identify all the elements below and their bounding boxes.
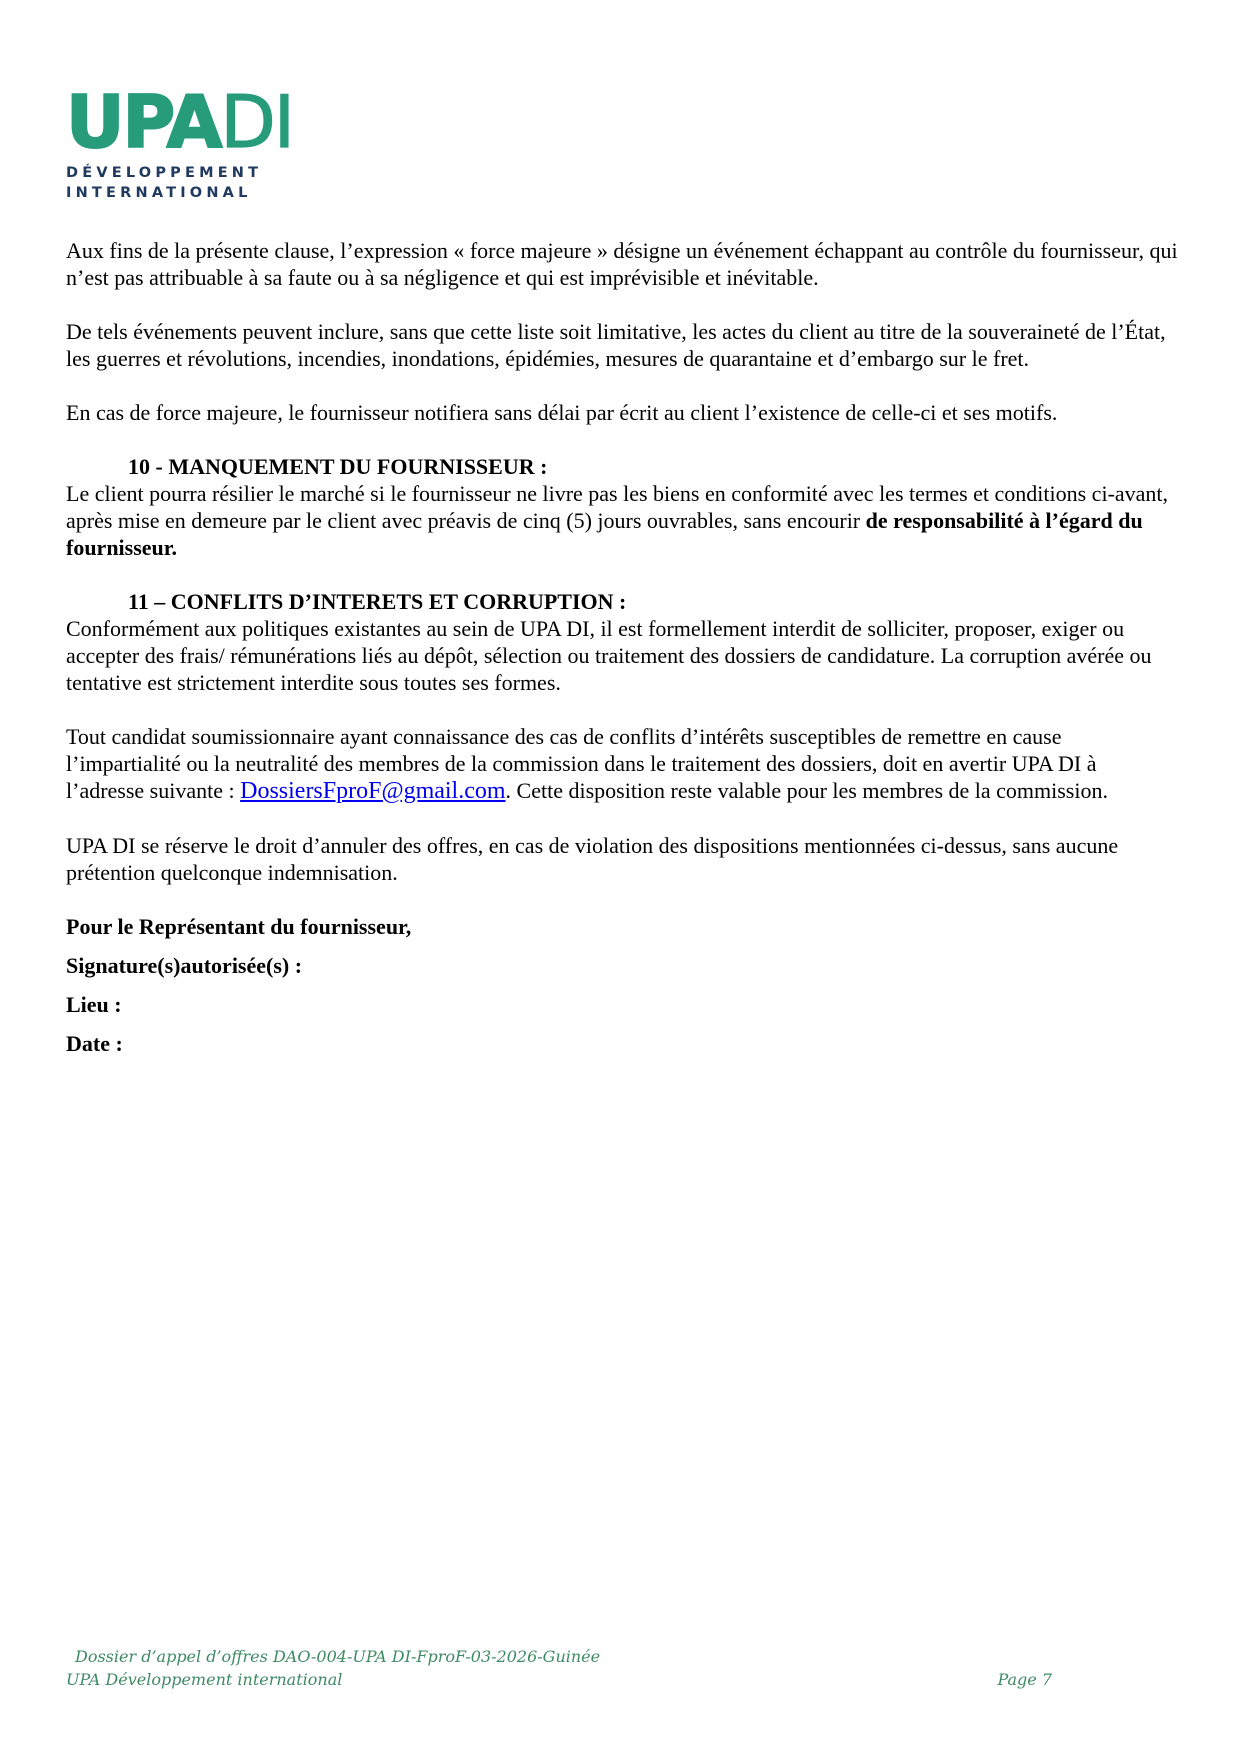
section-11-heading: 11 – CONFLITS D’INTERETS ET CORRUPTION : bbox=[128, 589, 627, 614]
section-10-text: Le client pourra résilier le marché si le fournisseur ne livre pas les biens en conformité avec les termes et conditions ci-avant, après mise en demeure par le client avec préavis de cinq (5) jours ouvrables, sans encourir bbox=[66, 481, 1169, 533]
conflict-text-after-email: . Cette disposition reste valable pour les membres de la commission. bbox=[505, 778, 1108, 803]
logo-wordmark bbox=[66, 80, 1179, 164]
contact-email-link[interactable]: DossiersFproF@gmail.com bbox=[240, 778, 506, 804]
conflict-text-before-email: Tout candidat soumissionnaire ayant connaissance des cas de conflits d’intérêts susceptibles de remettre en cause l’impartialité ou la neutralité des membres de la commission dans le traitement des dossiers, doit en avertir UPA DI à l’adresse suivante : bbox=[66, 724, 1097, 803]
paragraph-force-majeure-definition: Aux fins de la présente clause, l’expression « force majeure » désigne un événement échappant au contrôle du fournisseur, qui n’est pas attribuable à sa faute ou à sa négligence et qui est imprévisible et inévitable. bbox=[66, 238, 1178, 290]
page-footer bbox=[66, 1645, 1179, 1691]
logo-tagline-line1: DÉVELOPPEMENT bbox=[66, 165, 263, 181]
upadi-logo bbox=[66, 80, 1179, 203]
signature-date-label: Date : bbox=[66, 1031, 123, 1056]
paragraph-section-10 bbox=[66, 480, 1179, 561]
footer-dossier-reference: Dossier d’appel d’offres DAO-004-UPA DI-FproF-03-2026-Guinée bbox=[75, 1647, 601, 1666]
signature-representative-label: Pour le Représentant du fournisseur, bbox=[66, 914, 412, 939]
signature-place-label: Lieu : bbox=[66, 992, 122, 1017]
paragraph-conflict-of-interest bbox=[66, 723, 1179, 805]
document-body bbox=[66, 237, 1179, 1057]
logo-wordmark-upa: UPA bbox=[66, 80, 221, 164]
paragraph-force-majeure-events: De tels événements peuvent inclure, sans que cette liste soit limitative, les actes du client au titre de la souveraineté de l’État, les guerres et révolutions, incendies, inondations, épidémies, mesures de quarantaine et d’embargo sur le fret. bbox=[66, 319, 1166, 371]
logo-tagline bbox=[66, 163, 1179, 203]
section-10-heading: 10 - MANQUEMENT DU FOURNISSEUR : bbox=[128, 454, 548, 479]
paragraph-offer-cancellation: UPA DI se réserve le droit d’annuler des offres, en cas de violation des dispositions mentionnées ci-dessus, sans aucune prétention quelconque indemnisation. bbox=[66, 833, 1119, 885]
paragraph-force-majeure-notification: En cas de force majeure, le fournisseur notifiera sans délai par écrit au client l’existence de celle-ci et ses motifs. bbox=[66, 400, 1058, 425]
section-10-text-bold: de responsabilité à l’égard du fournisseur. bbox=[66, 508, 1143, 560]
footer-page-number: Page 7 bbox=[997, 1670, 1052, 1689]
logo-tagline-line2: INTERNATIONAL bbox=[66, 185, 252, 201]
footer-organization: UPA Développement international bbox=[66, 1670, 343, 1689]
signature-authorized-label: Signature(s)autorisée(s) : bbox=[66, 953, 303, 978]
logo-wordmark-di: DI bbox=[220, 80, 294, 164]
paragraph-anticorruption-policy: Conformément aux politiques existantes au sein de UPA DI, il est formellement interdit de solliciter, proposer, exiger ou accepter des frais/ rémunérations liés au dépôt, sélection ou traitement des dossiers de candidature. La corruption avérée ou tentative est strictement interdite sous toutes ses formes. bbox=[66, 616, 1152, 695]
